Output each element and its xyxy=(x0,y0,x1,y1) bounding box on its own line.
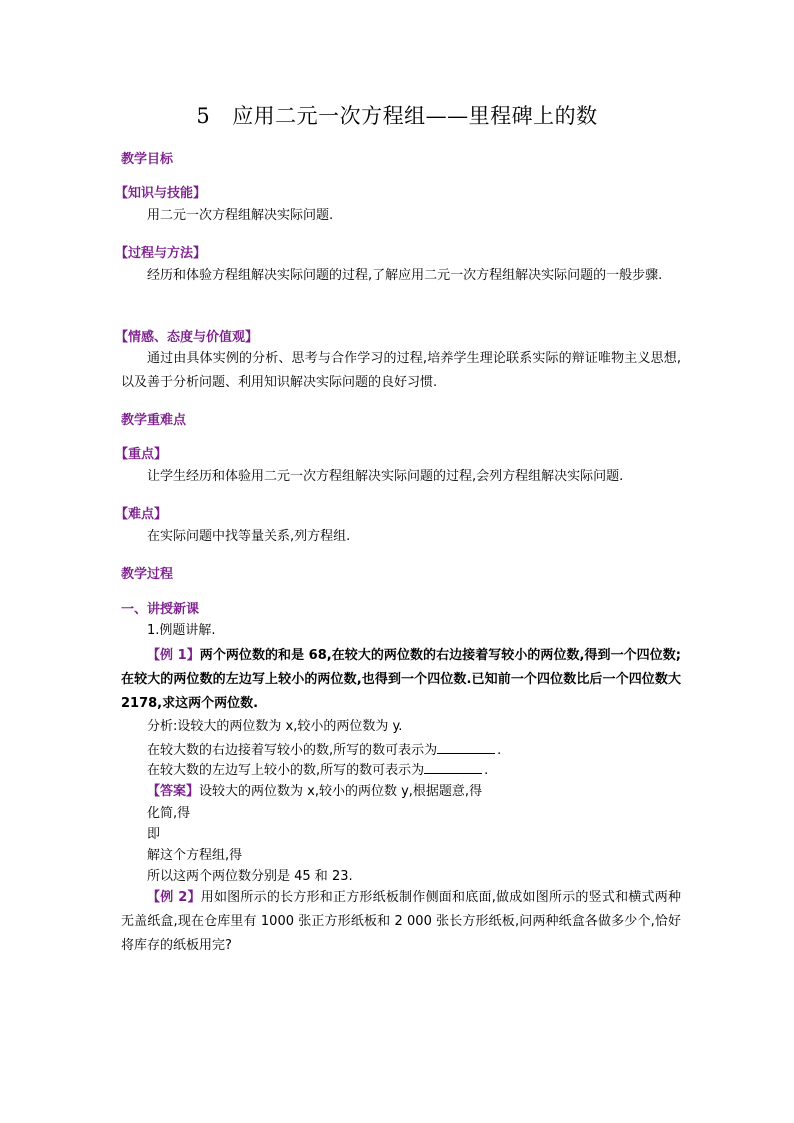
analysis-line: 分析:设较大的两位数为 x,较小的两位数为 y. xyxy=(147,719,403,734)
right-write-text: 在较大数的右边接着写较小的数,所写的数可表示为 xyxy=(147,743,438,758)
left-write-line xyxy=(147,760,488,782)
heading-part1: 一、讲授新课 xyxy=(121,602,200,617)
example-1-tag: 【例 1】 xyxy=(147,648,200,663)
answer-tag: 【答案】 xyxy=(147,784,200,799)
example-1-text: 两个两位数的和是 68,在较大的两位数的右边接着写较小的两位数,得到一个四位数;在较大的两位数的左边写上较小的两位数,也得到一个四位数.已知前一个四位数比后一个四位数大 2178,求这两个两位数. xyxy=(121,648,681,711)
label-key: 【重点】 xyxy=(115,447,168,462)
solve-line: 解这个方程组,得 xyxy=(147,848,243,863)
blank-1 xyxy=(437,741,495,754)
item-1: 1.例题讲解. xyxy=(147,623,216,638)
right-write-line xyxy=(147,740,501,762)
text-difficult: 在实际问题中找等量关系,列方程组. xyxy=(147,529,351,544)
heading-keypoints: 教学重难点 xyxy=(121,413,187,428)
title-text: 应用二元一次方程组——里程碑上的数 xyxy=(232,104,598,128)
ji-line: 即 xyxy=(147,827,161,842)
answer-text: 设较大的两位数为 x,较小的两位数 y,根据题意,得 xyxy=(199,784,483,799)
label-emotion: 【情感、态度与价值观】 xyxy=(115,330,259,345)
label-difficult: 【难点】 xyxy=(115,507,168,522)
text-key: 让学生经历和体验用二元一次方程组解决实际问题的过程,会列方程组解决实际问题. xyxy=(147,469,624,484)
left-write-text: 在较大数的左边写上较小的数,所写的数可表示为 xyxy=(147,763,425,778)
heading-goals: 教学目标 xyxy=(121,152,174,167)
period-2: . xyxy=(484,763,489,778)
example-2-tag: 【例 2】 xyxy=(147,890,201,905)
simplify-line: 化简,得 xyxy=(147,806,191,821)
label-knowledge: 【知识与技能】 xyxy=(115,186,207,201)
heading-process: 教学过程 xyxy=(121,567,174,582)
text-emotion: 通过由具体实例的分析、思考与合作学习的过程,培养学生理论联系实际的辩证唯物主义思想,以及善于分析问题、利用知识解决实际问题的良好习惯. xyxy=(121,351,681,390)
text-knowledge: 用二元一次方程组解决实际问题. xyxy=(147,208,334,223)
answer-line xyxy=(147,781,482,803)
page-title xyxy=(0,100,794,130)
label-process: 【过程与方法】 xyxy=(115,246,207,261)
period-1: . xyxy=(497,743,502,758)
conclusion-line: 所以这两个两位数分别是 45 和 23. xyxy=(147,869,353,884)
example-2 xyxy=(121,886,681,958)
example-2-text: 用如图所示的长方形和正方形纸板制作侧面和底面,做成如图所示的竖式和横式两种无盖纸盒,现在仓库里有 1000 张正方形纸板和 2 000 张长方形纸板,问两种纸盒各做多少个,恰好将库存的纸板用完? xyxy=(121,890,682,953)
blank-2 xyxy=(424,761,482,774)
text-process: 经历和体验方程组解决实际问题的过程,了解应用二元一次方程组解决实际问题的一般步骤. xyxy=(147,268,663,283)
section-number: 5 xyxy=(196,104,211,128)
example-1 xyxy=(121,644,681,716)
